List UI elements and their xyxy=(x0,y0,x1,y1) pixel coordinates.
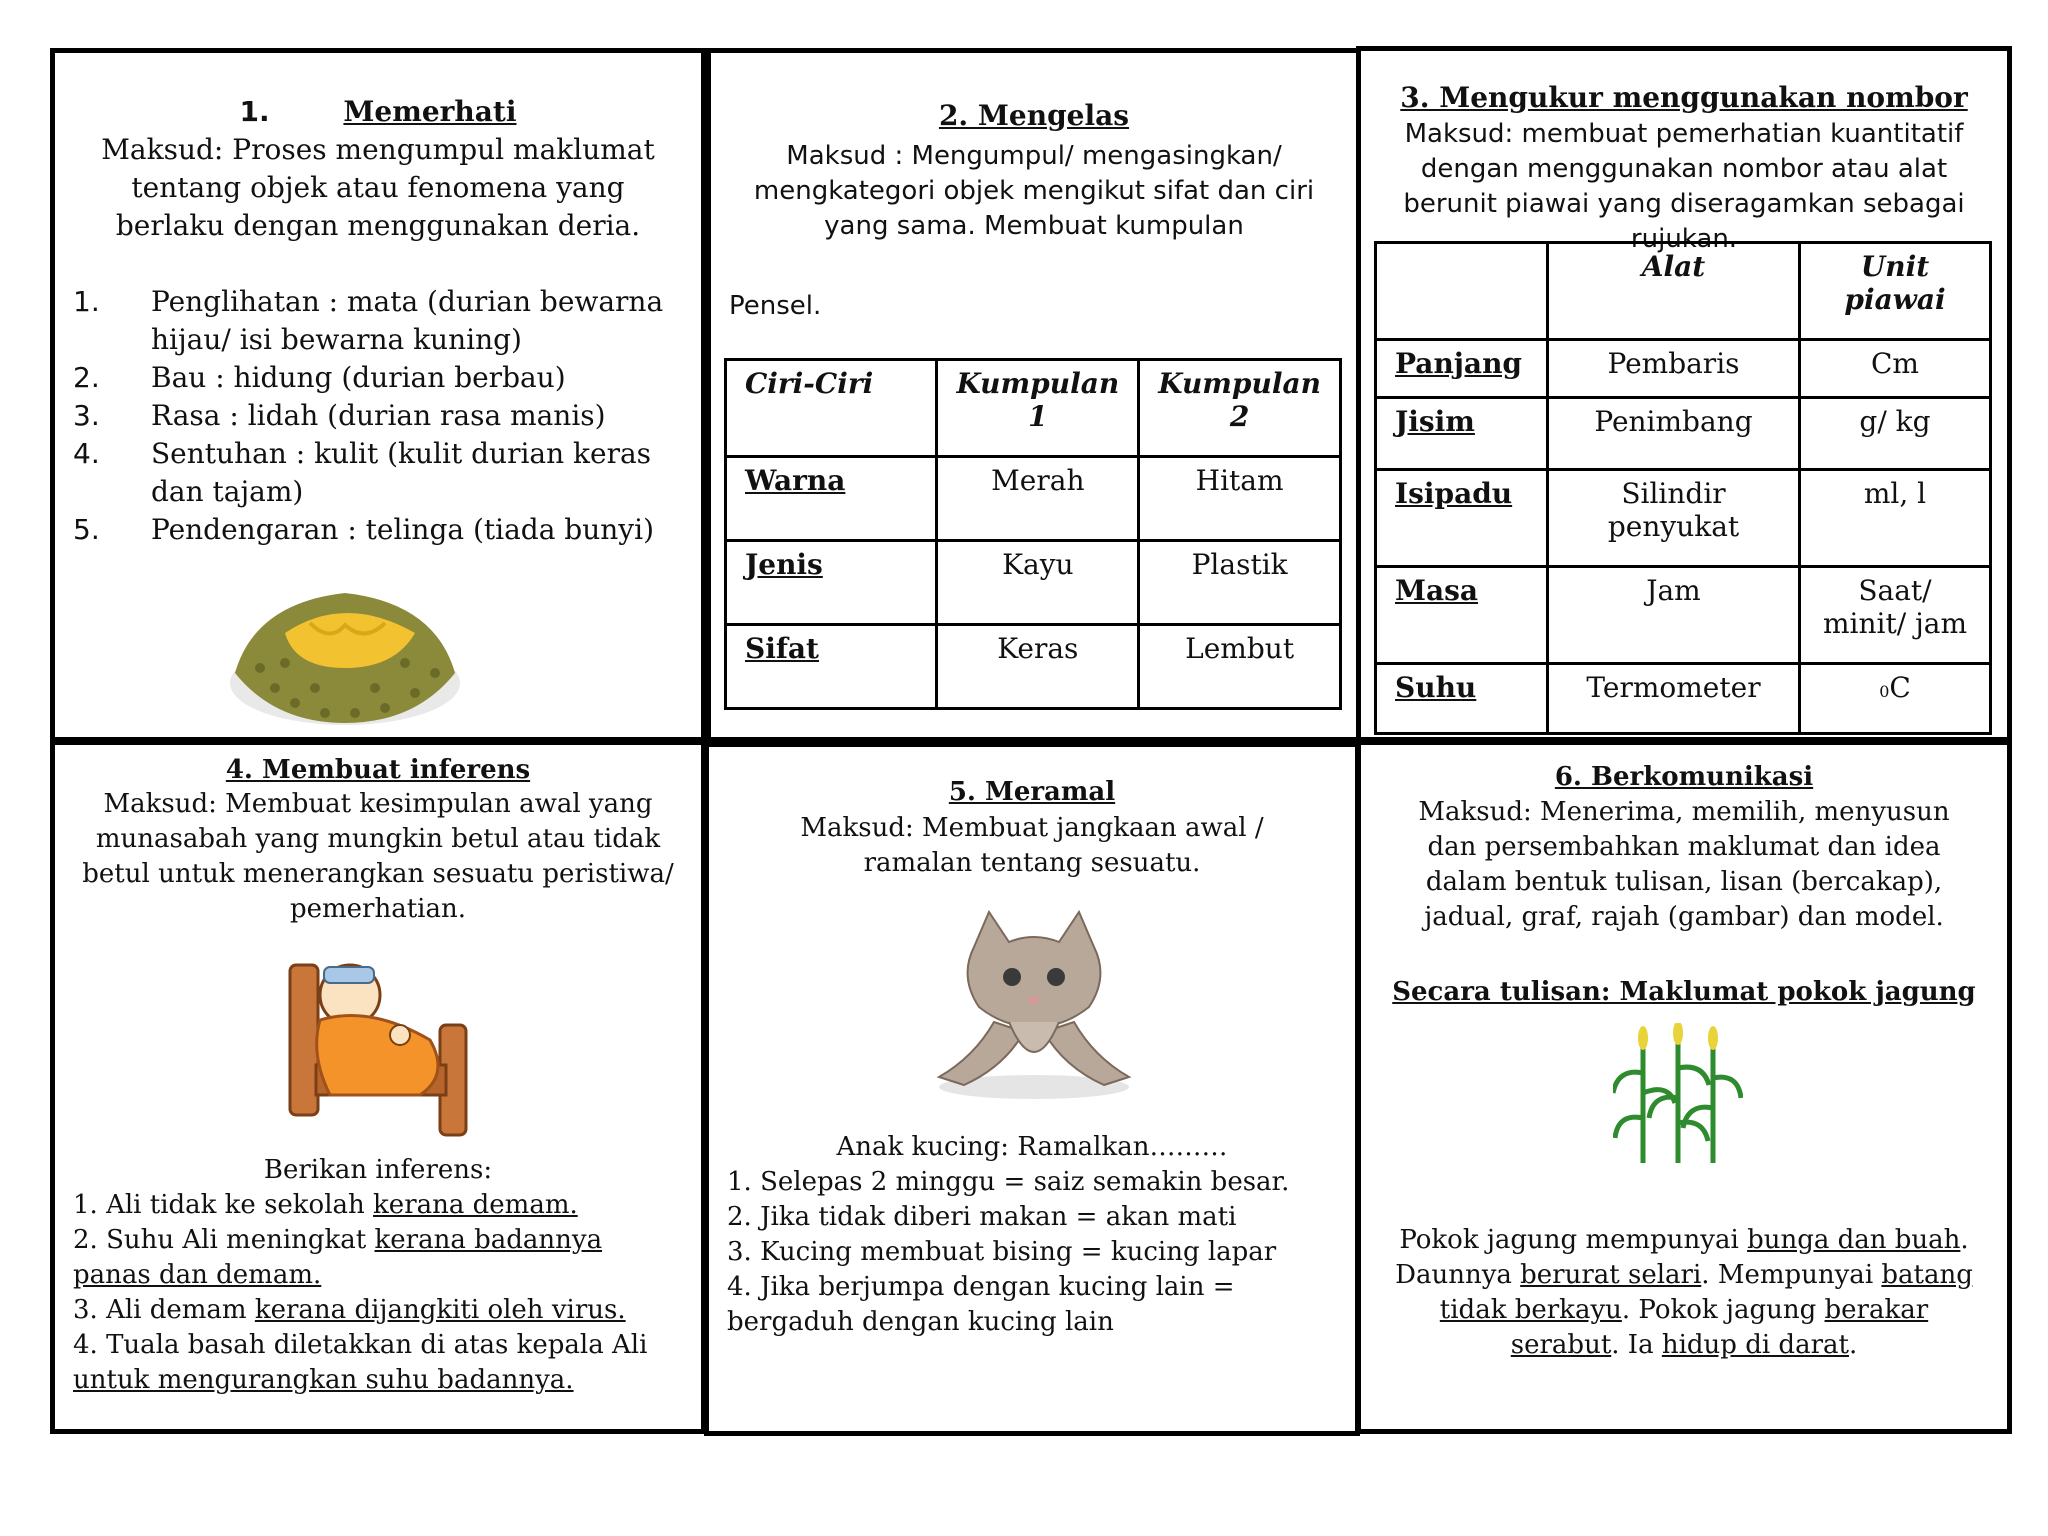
row-label: Jenis xyxy=(726,541,937,625)
underlined-text: berakar serabut xyxy=(1510,1295,1929,1360)
list-text: Bau : hidung (durian berbau) xyxy=(151,361,566,394)
panel-mengukur xyxy=(1356,46,2012,742)
table-header xyxy=(1376,243,1548,340)
list-item xyxy=(73,511,687,549)
list-number: 2. xyxy=(73,361,100,394)
table-cell: Saat/ minit/ jam xyxy=(1800,567,1991,664)
degree-mark: 0 xyxy=(1879,682,1890,701)
list-number: 1. xyxy=(73,285,100,318)
underlined-text: kerana dijangkiti oleh virus. xyxy=(254,1295,626,1325)
panel-heading: 6. Berkomunikasi xyxy=(1554,762,1814,792)
table-row xyxy=(1376,664,1991,734)
underlined-text: hidup di darat xyxy=(1661,1330,1849,1360)
list-text: Pendengaran : telinga (tiada bunyi) xyxy=(151,513,654,546)
paragraph-text: Pokok jagung mempunyai xyxy=(1399,1225,1748,1255)
list-number: 4. xyxy=(73,437,100,470)
underlined-text: kerana demam. xyxy=(373,1190,578,1220)
measurement-table xyxy=(1374,241,1992,735)
table-header: Kumpulan 2 xyxy=(1139,360,1341,457)
sick-boy-image xyxy=(280,945,480,1145)
paragraph-text: . Pokok jagung xyxy=(1621,1295,1825,1325)
list-item xyxy=(73,435,687,511)
paragraph-text: . Ia xyxy=(1611,1330,1662,1360)
row-label: Panjang xyxy=(1376,340,1548,398)
paragraph-text: . Mempunyai xyxy=(1701,1260,1882,1290)
table-row xyxy=(1376,398,1991,470)
row-label: Sifat xyxy=(726,625,937,709)
prediction-list xyxy=(727,1165,1337,1340)
heading-number: 1. xyxy=(239,95,270,128)
list-text: 2. Suhu Ali meningkat xyxy=(73,1225,375,1255)
panel-mengelas xyxy=(706,48,1362,742)
panel-description: Maksud: Membuat kesimpulan awal yang munasabah yang mungkin betul atau tidak betul untuk menerangkan sesuatu peristiwa/ pemerhatian. xyxy=(82,789,674,924)
panel-heading: 5. Meramal xyxy=(948,777,1116,807)
list-item xyxy=(73,1293,683,1328)
example-label: Pensel. xyxy=(729,291,822,321)
underlined-text: batang tidak berkayu xyxy=(1439,1260,1973,1325)
list-text: 1. Ali tidak ke sekolah xyxy=(73,1190,374,1220)
row-label: Warna xyxy=(726,457,937,541)
panel-memerhati xyxy=(50,48,706,742)
classification-table xyxy=(724,358,1342,710)
row-label: Masa xyxy=(1376,567,1548,664)
list-item xyxy=(73,1223,683,1293)
list-text: 4. Tuala basah diletakkan di atas kepala Ali xyxy=(73,1330,648,1360)
underlined-text: untuk mengurangkan suhu badannya. xyxy=(73,1365,574,1395)
table-cell: Merah xyxy=(937,457,1139,541)
kitten-image xyxy=(914,907,1154,1107)
underlined-text: kerana badannya panas dan demam. xyxy=(73,1225,603,1290)
list-item: 3. Kucing membuat bising = kucing lapar xyxy=(727,1237,1277,1267)
inference-prompt: Berikan inferens: xyxy=(263,1155,493,1185)
table-cell: Penimbang xyxy=(1548,398,1800,470)
corn-plant-image xyxy=(1613,1023,1743,1163)
paragraph-text: . Daunnya xyxy=(1395,1225,1969,1290)
table-cell: Cm xyxy=(1800,340,1991,398)
list-item: 4. Jika berjumpa dengan kucing lain = bergaduh dengan kucing lain xyxy=(727,1272,1235,1337)
panel-heading: 2. Mengelas xyxy=(938,99,1130,132)
row-label: Isipadu xyxy=(1376,470,1548,567)
table-cell: Termometer xyxy=(1548,664,1800,734)
row-label: Suhu xyxy=(1376,664,1548,734)
table-row xyxy=(726,541,1341,625)
panel-berkomunikasi xyxy=(1356,740,2012,1434)
table-row xyxy=(1376,340,1991,398)
panel-description: Maksud: membuat pemerhatian kuantitatif dengan menggunakan nombor atau alat berunit piawai yang diseragamkan sebagai rujukan. xyxy=(1403,119,1965,254)
list-item xyxy=(73,283,687,359)
row-label: Jisim xyxy=(1376,398,1548,470)
table-cell: Lembut xyxy=(1139,625,1341,709)
panel-description: Maksud : Mengumpul/ mengasingkan/ mengkategori objek mengikut sifat dan ciri yang sama. Membuat kumpulan xyxy=(753,141,1315,241)
table-row xyxy=(1376,567,1991,664)
list-item: 2. Jika tidak diberi makan = akan mati xyxy=(727,1202,1237,1232)
table-cell: Plastik xyxy=(1139,541,1341,625)
table-cell: Jam xyxy=(1548,567,1800,664)
unit-text: C xyxy=(1889,671,1911,704)
table-header: Ciri-Ciri xyxy=(726,360,937,457)
list-text: Penglihatan : mata (durian bewarna hijau/ isi bewarna kuning) xyxy=(151,285,664,356)
list-item xyxy=(73,1188,683,1223)
underlined-text: bunga dan buah xyxy=(1747,1225,1961,1255)
panel-heading: 3. Mengukur menggunakan nombor xyxy=(1400,81,1968,114)
panel-description: Maksud: Menerima, memilih, menyusun dan persembahkan maklumat dan idea dalam bentuk tulisan, lisan (bercakap), jadual, graf, rajah (gambar) dan model. xyxy=(1418,797,1950,932)
panel-membuat-inferens xyxy=(50,740,706,1434)
paragraph-text: . xyxy=(1848,1330,1858,1360)
table-row xyxy=(726,457,1341,541)
panel-description: Maksud: Proses mengumpul maklumat tentang objek atau fenomena yang berlaku dengan menggunakan deria. xyxy=(101,133,655,242)
list-number: 5. xyxy=(73,513,100,546)
durian-image xyxy=(215,563,475,733)
panel-heading: 4. Membuat inferens xyxy=(225,755,531,785)
table-cell: Pembaris xyxy=(1548,340,1800,398)
table-cell: Keras xyxy=(937,625,1139,709)
table-cell: Hitam xyxy=(1139,457,1341,541)
table-row xyxy=(726,625,1341,709)
panel-description: Maksud: Membuat jangkaan awal / ramalan tentang sesuatu. xyxy=(800,813,1264,878)
table-header: Unit piawai xyxy=(1800,243,1991,340)
underlined-text: berurat selari xyxy=(1520,1260,1702,1290)
table-header: Alat xyxy=(1548,243,1800,340)
table-cell: ml, l xyxy=(1800,470,1991,567)
panel-meramal xyxy=(704,742,1360,1436)
list-item xyxy=(73,1328,683,1398)
observation-list xyxy=(73,283,687,549)
list-text: Rasa : lidah (durian rasa manis) xyxy=(151,399,606,432)
corn-description xyxy=(1391,1223,1977,1363)
panel-heading xyxy=(73,93,683,131)
prediction-prompt: Anak kucing: Ramalkan……… xyxy=(836,1132,1228,1162)
table-header: Kumpulan 1 xyxy=(937,360,1139,457)
table-cell: Silindir penyukat xyxy=(1548,470,1800,567)
list-text: 3. Ali demam xyxy=(73,1295,255,1325)
heading-title: Memerhati xyxy=(343,95,517,128)
list-number: 3. xyxy=(73,399,100,432)
list-item xyxy=(73,359,687,397)
list-item xyxy=(73,397,687,435)
table-cell xyxy=(1800,664,1991,734)
table-cell: Kayu xyxy=(937,541,1139,625)
list-text: Sentuhan : kulit (kulit durian keras dan tajam) xyxy=(151,437,652,508)
table-cell: g/ kg xyxy=(1800,398,1991,470)
panel-subtitle: Secara tulisan: Maklumat pokok jagung xyxy=(1392,977,1976,1007)
list-item: 1. Selepas 2 minggu = saiz semakin besar. xyxy=(727,1167,1290,1197)
table-row xyxy=(1376,470,1991,567)
inference-list xyxy=(73,1188,683,1398)
